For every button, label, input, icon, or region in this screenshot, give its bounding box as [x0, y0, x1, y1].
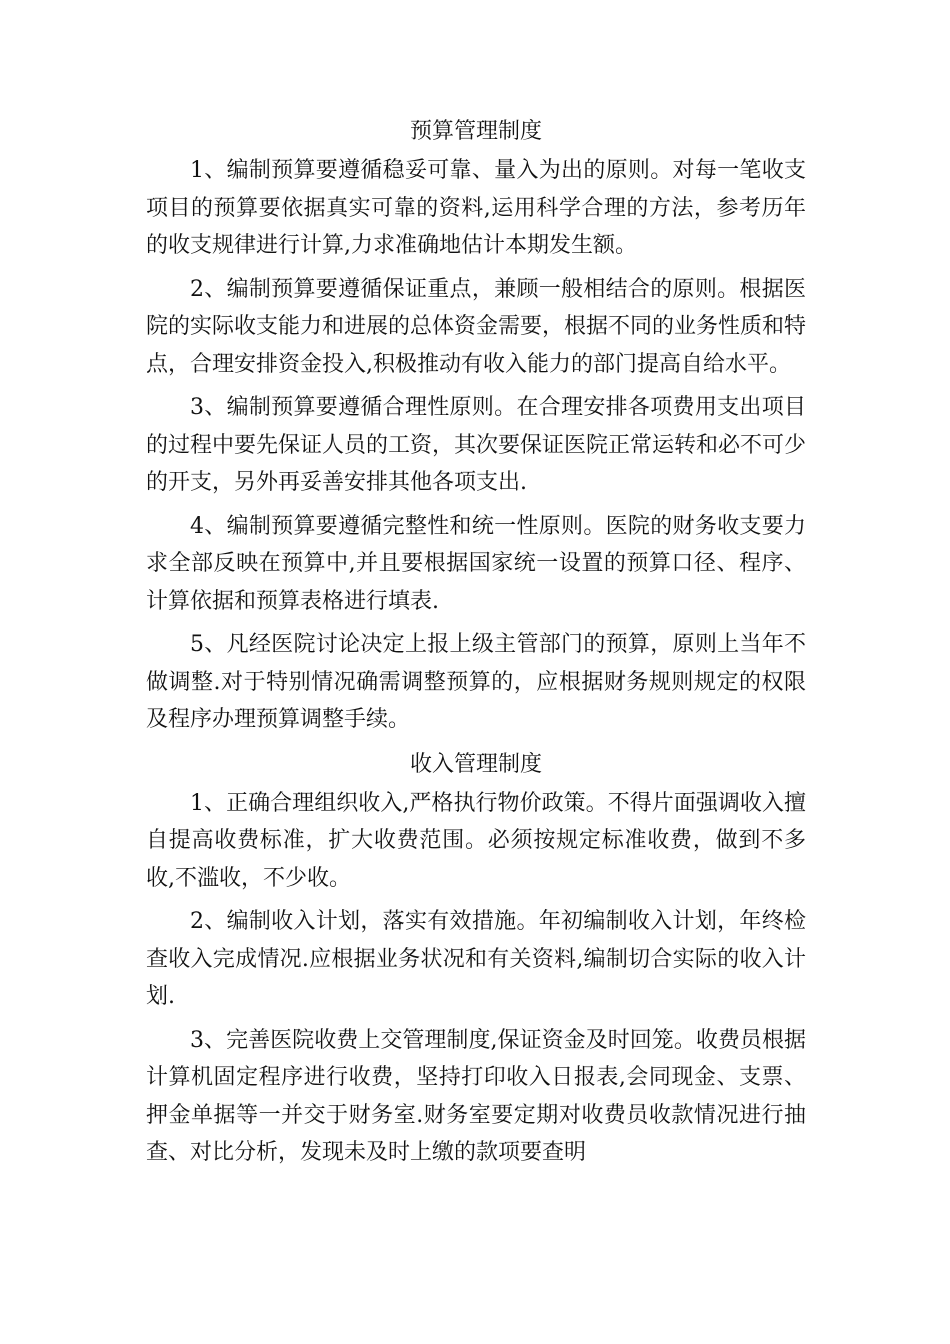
section-title-budget: 预算管理制度 [409, 119, 542, 144]
budget-paragraph-5: 5、凡经医院讨论决定上报上级主管部门的预算，原则上当年不做调整.对于特别情况确需调整预算的，应根据财务规则规定的权限及程序办理预算调整手续。 [146, 632, 806, 732]
budget-section [146, 112, 806, 739]
document-page [146, 112, 806, 1178]
income-paragraph-3: 3、完善医院收费上交管理制度,保证资金及时回笼。收费员根据计算机固定程序进行收费，坚持打印收入日报表,会同现金、支票、押金单据等一并交于财务室.财务室要定期对收费员收款情况进行抽查、对比分析，发现未及时上缴的款项要查明 [146, 1027, 806, 1165]
budget-paragraph-2: 2、编制预算要遵循保证重点，兼顾一般相结合的原则。根据医院的实际收支能力和进展的总体资金需要，根据不同的业务性质和特点，合理安排资金投入,积极推动有收入能力的部门提高自给水平。 [146, 276, 807, 377]
income-paragraph-1: 1、正确合理组织收入,严格执行物价政策。不得片面强调收入擅自提高收费标准，扩大收费范围。必须按规定标准收费，做到不多收,不滥收，不少收。 [146, 790, 806, 891]
budget-paragraph-4: 4、编制预算要遵循完整性和统一性原则。医院的财务收支要力求全部反映在预算中,并且要根据国家统一设置的预算口径、程序、计算依据和预算表格进行填表. [146, 513, 806, 614]
budget-paragraph-3: 3、编制预算要遵循合理性原则。在合理安排各项费用支出项目的过程中要先保证人员的工资，其次要保证医院正常运转和必不可少的开支，另外再妥善安排其他各项支出. [146, 395, 807, 495]
section-title-income: 收入管理制度 [409, 751, 542, 777]
income-paragraph-2: 2、编制收入计划，落实有效措施。年初编制收入计划，年终检查收入完成情况.应根据业务状况和有关资料,编制切合实际的收入计划. [146, 909, 806, 1009]
income-section [146, 745, 806, 1172]
budget-paragraph-1: 1、编制预算要遵循稳妥可靠、量入为出的原则。对每一笔收支项目的预算要依据真实可靠的资料,运用科学合理的方法，参考历年的收支规律进行计算,力求准确地估计本期发生额。 [146, 158, 806, 258]
